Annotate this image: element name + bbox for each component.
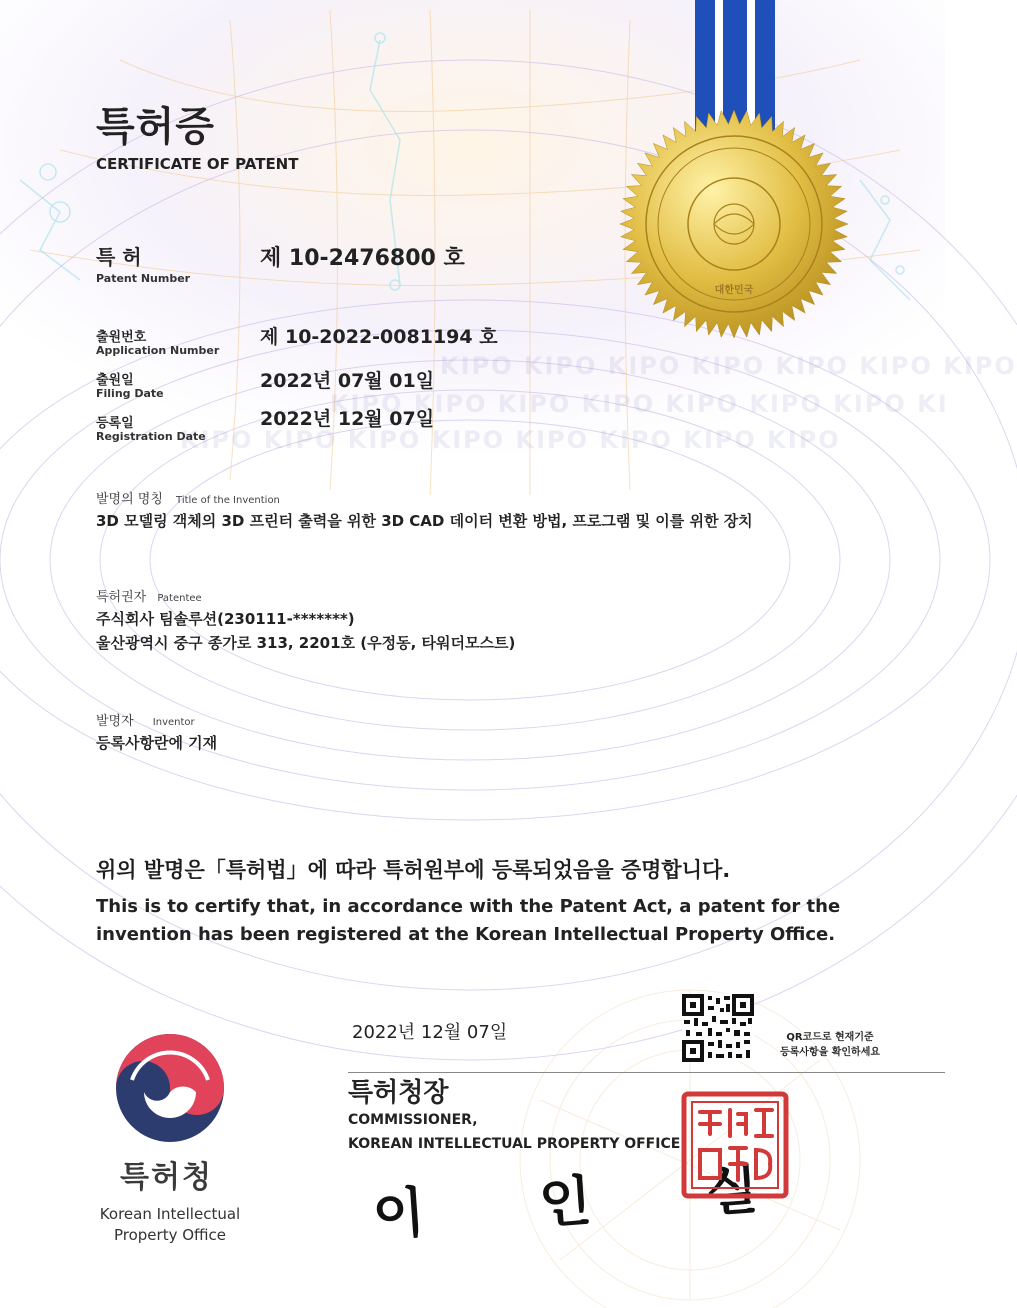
application-number-label-en: Application Number: [96, 344, 220, 357]
qr-note-line-2: 등록사항을 확인하세요: [779, 1047, 881, 1058]
patent-number-value: 제 10-2476800 호: [260, 246, 465, 271]
invention-title-label: 발명의 명칭: [96, 492, 163, 507]
kipo-name-en: [86, 1204, 254, 1246]
invention-title-label-en: Title of the Invention: [176, 495, 280, 506]
kipo-name-en-line-1: Korean Intellectual: [99, 1205, 241, 1223]
inventor-value: 등록사항란에 기재: [96, 734, 218, 752]
invention-title-value: 3D 모델링 객체의 3D 프린터 출력을 위한 3D CAD 데이터 변환 방법, 프로그램 및 이를 위한 장치: [96, 512, 753, 530]
gold-seal-icon: [618, 108, 850, 340]
registration-date-value: 2022년 12월 07일: [260, 408, 435, 430]
patent-number-label: 특 허: [96, 245, 142, 269]
certification-ko: 위의 발명은「특허법」에 따라 특허원부에 등록되었음을 증명합니다.: [96, 858, 731, 882]
application-number-label: 출원번호: [96, 330, 147, 345]
certification-en-line-2: invention has been registered at the Korean Intellectual Property Office.: [96, 924, 836, 945]
seal-label: 대한민국: [714, 285, 754, 296]
certification-en-line-1: This is to certify that, in accordance with the Patent Act, a patent for the: [96, 896, 841, 917]
filing-date-label-en: Filing Date: [96, 387, 164, 400]
issue-date: 2022년 12월 07일: [352, 1022, 508, 1043]
filing-date-value: 2022년 07월 01일: [260, 370, 435, 392]
qr-note-line-1: QR코드로 현재기준: [786, 1032, 874, 1043]
watermark-line-1: KIPO KIPO KIPO KIPO KIPO KIPO KIPO: [440, 352, 1017, 380]
patentee-label-en: Patentee: [157, 593, 202, 604]
commissioner-title-en-line-2: KOREAN INTELLECTUAL PROPERTY OFFICE: [348, 1136, 681, 1152]
patentee-name: 주식회사 팀솔루션(230111-*******): [96, 610, 355, 628]
commissioner-signature: 이 인 실: [370, 1152, 809, 1248]
commissioner-title-en-line-1: COMMISSIONER,: [348, 1112, 478, 1128]
official-stamp-icon: [680, 1090, 790, 1200]
inventor-heading: [96, 710, 195, 729]
inventor-label-en: Inventor: [152, 717, 195, 728]
patentee-label: 특허권자: [96, 590, 147, 605]
kipo-name-ko: 특허청: [120, 1160, 213, 1195]
filing-date-label: 출원일: [96, 373, 134, 388]
inventor-label: 발명자: [96, 714, 134, 729]
registration-date-label: 등록일: [96, 416, 134, 431]
kipo-name-en-line-2: Property Office: [113, 1226, 227, 1244]
patentee-heading: [96, 586, 202, 605]
invention-title-heading: [96, 488, 280, 507]
registration-date-label-en: Registration Date: [96, 430, 206, 443]
qr-note: [760, 1030, 900, 1060]
page-title: 특허증: [96, 104, 215, 150]
application-number-value: 제 10-2022-0081194 호: [260, 326, 498, 348]
qr-code-icon[interactable]: [682, 994, 754, 1062]
patentee-address: 울산광역시 중구 종가로 313, 2201호 (우정동, 타워더모스트): [96, 634, 516, 652]
kipo-logo-icon: [112, 1030, 228, 1146]
commissioner-title-ko: 특허청장: [348, 1078, 449, 1108]
page-subtitle: CERTIFICATE OF PATENT: [96, 155, 299, 173]
watermark-line-3: KIPO KIPO KIPO KIPO KIPO KIPO KIPO KIPO: [180, 426, 841, 454]
patent-number-label-en: Patent Number: [96, 272, 191, 285]
watermark-line-2: KIPO KIPO KIPO KIPO KIPO KIPO KIPO KI: [330, 390, 949, 418]
